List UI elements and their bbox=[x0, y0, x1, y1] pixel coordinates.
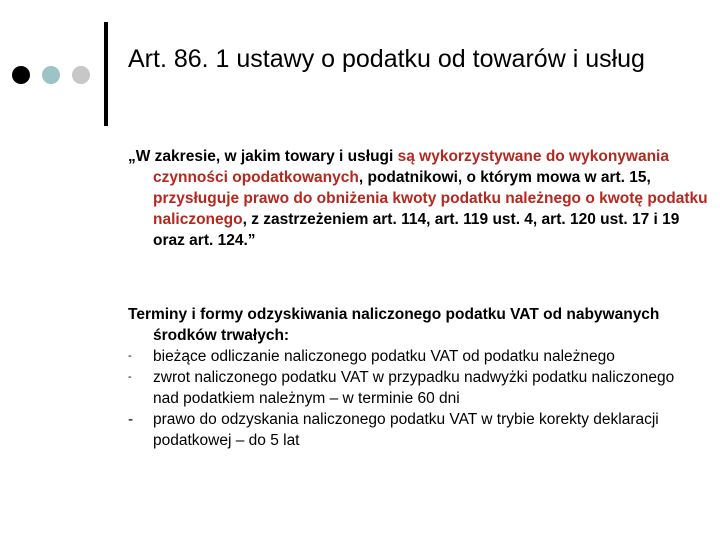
bullet-marker: - bbox=[128, 371, 132, 383]
slide-title: Art. 86. 1 ustawy o podatku od towarów i usług bbox=[128, 45, 645, 73]
quote-part-2: , podatnikowi, o którym mowa w art. 15, bbox=[358, 169, 651, 186]
list-item-text: bieżące odliczanie naliczonego podatku VAT od podatku należnego bbox=[153, 348, 615, 365]
terms-section bbox=[128, 304, 688, 451]
terms-list bbox=[128, 346, 688, 451]
quote-part-3: , z zastrzeżeniem art. 114, art. 119 ust. 4, art. 120 ust. 17 i 19 oraz art. 124.” bbox=[153, 211, 680, 249]
dot-teal bbox=[42, 66, 60, 84]
terms-heading: Terminy i formy odzyskiwania naliczonego podatku VAT od nabywanych środków trwałych: bbox=[128, 306, 660, 344]
list-item bbox=[128, 409, 688, 451]
quote-part-1: „W zakresie, w jakim towary i usługi bbox=[128, 148, 398, 165]
list-item-text: zwrot naliczonego podatku VAT w przypadku nadwyżki podatku naliczonego nad podatkiem należnym – w terminie 60 dni bbox=[153, 369, 675, 407]
bullet-marker: - bbox=[128, 350, 132, 362]
quote-highlight-1: są wykorzystywane do wykonywania czynności opodatkowanych bbox=[153, 148, 669, 186]
dot-black bbox=[12, 66, 30, 84]
list-item-text: prawo do odzyskania naliczonego podatku VAT w trybie korekty deklaracji podatkowej – do 5 lat bbox=[153, 411, 659, 449]
law-quote bbox=[128, 146, 713, 251]
title-divider bbox=[104, 22, 108, 126]
dot-gray bbox=[72, 66, 90, 84]
quote-highlight-2: przysługuje prawo do obniżenia kwoty podatku należnego o kwotę podatku naliczonego bbox=[153, 190, 708, 228]
list-item bbox=[128, 367, 688, 409]
list-item bbox=[128, 346, 688, 367]
bullet-marker: - bbox=[128, 411, 134, 428]
